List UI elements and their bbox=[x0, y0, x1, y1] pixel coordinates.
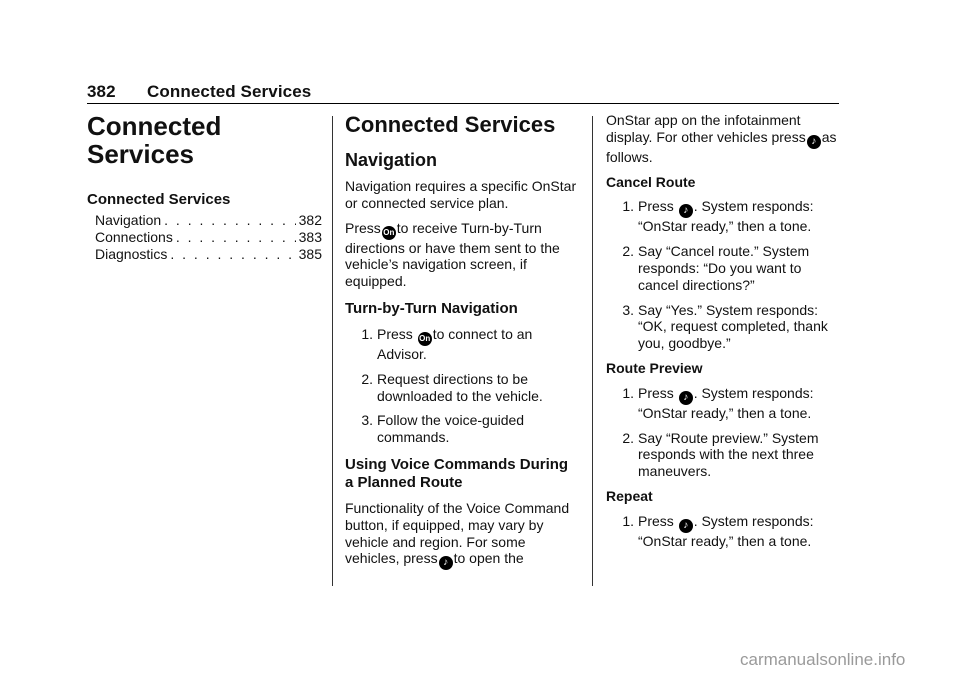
voice-paragraph: Functionality of the Voice Command button, if equipped, may vary by vehicle and region. For some vehicles, press ♪ to open the bbox=[345, 499, 570, 569]
voice-heading: Using Voice Commands During a Planned Route bbox=[345, 455, 569, 491]
header-section: Connected Services bbox=[147, 82, 312, 101]
list-item: 1. Press On to connect to an Advisor. bbox=[361, 325, 533, 362]
chapter-column bbox=[87, 112, 322, 263]
toc-item-navigation[interactable]: Navigation . . . 382 bbox=[95, 212, 322, 229]
nav-paragraph-1: Navigation requires a specific OnStar or connected service plan. bbox=[345, 178, 577, 211]
tbt-heading: Turn-by-Turn Navigation bbox=[345, 299, 518, 317]
list-item: 1. Press ♪ . System responds: “OnStar ready,” then a tone. bbox=[622, 512, 814, 549]
navigation-heading: Navigation bbox=[345, 150, 438, 170]
list-item: 3. Say “Yes.” System responds: “OK, request completed, thank you, goodbye.” bbox=[622, 301, 828, 352]
toc-item-connections[interactable]: Connections . . . 383 bbox=[95, 229, 322, 246]
voice-command-icon: ♪ bbox=[807, 135, 821, 149]
tbt-steps bbox=[345, 326, 580, 446]
toc-heading: Connected Services bbox=[87, 191, 231, 208]
voice-command-icon: ♪ bbox=[679, 391, 693, 405]
voice-command-icon: ♪ bbox=[679, 519, 693, 533]
toc-list bbox=[87, 212, 322, 263]
voice-commands-column bbox=[606, 112, 841, 558]
section-title: Connected Services bbox=[345, 112, 556, 137]
page-number: 382 bbox=[87, 82, 116, 101]
header-rule bbox=[87, 103, 839, 104]
list-item: 2. Say “Route preview.” System responds with the next three maneuvers. bbox=[622, 429, 819, 480]
list-item: 3. Follow the voice-guided commands. bbox=[361, 412, 525, 446]
chapter-title: Connected Services bbox=[87, 111, 222, 169]
list-item: 1. Press ♪ . System responds: “OnStar ready,” then a tone. bbox=[622, 198, 814, 235]
column-divider-right bbox=[592, 116, 593, 586]
cancel-steps bbox=[606, 198, 841, 352]
column-divider-left bbox=[332, 116, 333, 586]
list-item: 2. Say “Cancel route.” System responds: “Do you want to cancel directions?” bbox=[622, 243, 810, 293]
watermark: carmanualsonline.info bbox=[740, 650, 906, 669]
repeat-heading: Repeat bbox=[606, 487, 653, 504]
voice-command-icon: ♪ bbox=[679, 204, 693, 218]
list-item: 1. Press ♪ . System responds: “OnStar ready,” then a tone. bbox=[622, 384, 814, 421]
list-item: 2. Request directions to be downloaded to the vehicle. bbox=[361, 370, 543, 404]
repeat-steps bbox=[606, 513, 841, 550]
continued-paragraph: OnStar app on the infotainment display. For other vehicles press ♪ as follows. bbox=[606, 112, 837, 165]
voice-command-icon: ♪ bbox=[439, 556, 453, 570]
route-preview-heading: Route Preview bbox=[606, 359, 703, 376]
onstar-button-icon: On bbox=[382, 226, 396, 240]
toc-item-diagnostics[interactable]: Diagnostics . . . 385 bbox=[95, 246, 322, 263]
cancel-route-heading: Cancel Route bbox=[606, 173, 696, 190]
onstar-button-icon: On bbox=[418, 332, 432, 346]
navigation-column bbox=[345, 112, 580, 578]
page-header bbox=[87, 82, 839, 104]
nav-paragraph-2: Press On to receive Turn-by-Turn directions or have them sent to the vehicle’s navigation screen, if equipped. bbox=[345, 219, 560, 290]
preview-steps bbox=[606, 385, 841, 480]
